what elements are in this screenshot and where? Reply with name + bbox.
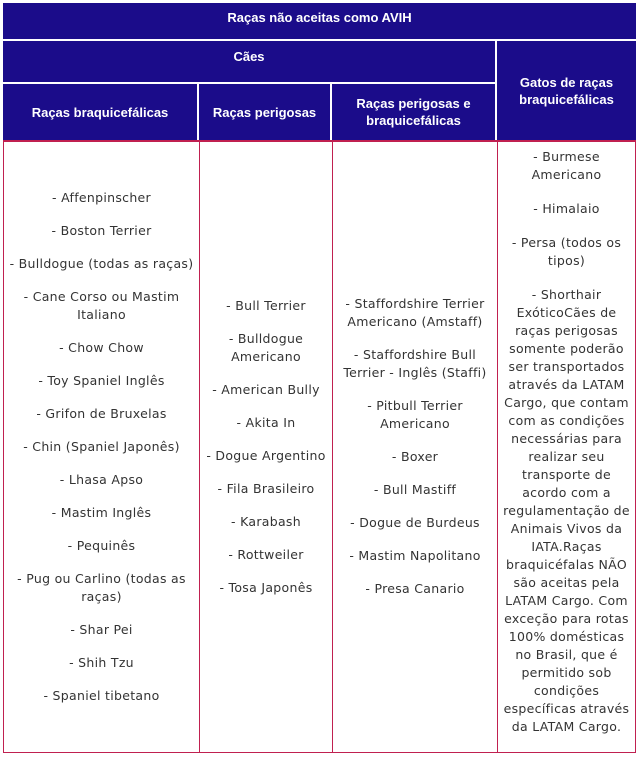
list-item: - Boston Terrier — [51, 222, 152, 238]
list-item: - Pug ou Carlino (todas as raças) — [17, 570, 186, 604]
header-dangerous-label: Raças perigosas — [212, 104, 317, 120]
list-item: - Himalaio — [533, 201, 600, 216]
list-item: - Lhasa Apso — [59, 471, 144, 487]
list-item: - Mastim Inglês — [51, 504, 152, 520]
list-item: - Staffordshire Terrier Americano (Amstaff) — [345, 296, 485, 329]
list-item: - Burmese Americano — [531, 149, 602, 182]
list-item: - Chow Chow — [59, 339, 144, 355]
list-item: - Rottweiler — [228, 546, 304, 562]
list-item: - Presa Canario — [365, 581, 465, 596]
header-dangerous-brachycephalic-label: Raças perigosas e braquicefálicas — [356, 96, 471, 128]
column-brachycephalic — [3, 140, 200, 753]
column-dangerous — [199, 140, 333, 753]
column-cats-list — [498, 142, 635, 752]
list-item: - Staffordshire Bull Terrier - Inglês (Staffi) — [343, 347, 487, 380]
list-item: - Fila Brasileiro — [217, 480, 315, 496]
list-item: - Cane Corso ou Mastim Italiano — [23, 288, 180, 322]
header-brachycephalic — [3, 84, 199, 140]
list-item: - Bulldogue Americano — [228, 330, 304, 364]
header-cats — [497, 41, 636, 140]
list-item: - Tosa Japonês — [219, 579, 313, 595]
column-dangerous-brachycephalic-list — [333, 142, 497, 752]
list-item: - Affenpinscher — [52, 189, 151, 205]
list-item: - Bulldogue (todas as raças) — [9, 255, 194, 271]
list-item: - Persa (todos os tipos) — [511, 235, 622, 268]
list-item: - Mastim Napolitano — [349, 548, 481, 563]
list-item: - Karabash — [231, 513, 301, 529]
table-title: Raças não aceitas como AVIH — [227, 10, 412, 25]
list-item: - Bull Mastiff — [373, 482, 457, 497]
group-header-dogs — [3, 41, 497, 84]
header-cats-label: Gatos de raças braquicefálicas — [519, 74, 614, 107]
breeds-table — [3, 3, 636, 753]
column-cats — [497, 140, 636, 753]
list-item: - Spaniel tibetano — [43, 687, 160, 703]
header-dangerous-brachycephalic — [332, 84, 497, 140]
header-brachycephalic-label: Raças braquicefálicas — [31, 104, 169, 120]
column-brachycephalic-list — [4, 142, 199, 752]
column-dangerous-list — [200, 142, 332, 752]
list-item: - Pequinês — [67, 537, 136, 553]
list-item: - Grifon de Bruxelas — [36, 405, 167, 421]
column-dangerous-brachycephalic — [332, 140, 498, 753]
list-item: - Dogue de Burdeus — [350, 515, 480, 530]
table-title-row — [3, 3, 636, 41]
list-item: - Dogue Argentino — [206, 447, 326, 463]
list-item: - Shorthair ExóticoCães de raças perigosas somente poderão ser transportados através da LATAM Cargo, que contam com as condições necessárias para realizar seu transporte de acordo com a regulamentação de Animais Vivos da IATA.Raças braquicéfalas NÃO são aceitas pela LATAM Cargo. Com exceção para rotas 100% domésticas no Brasil, que é permitido sob condições específicas através da LATAM Cargo. — [503, 287, 630, 734]
list-item: - Chin (Spaniel Japonês) — [23, 438, 180, 454]
list-item: - Boxer — [391, 449, 439, 464]
group-dogs-label: Cães — [233, 49, 265, 64]
list-item: - Bull Terrier — [226, 297, 306, 313]
header-dangerous — [199, 84, 332, 140]
list-item: - Shih Tzu — [69, 654, 134, 670]
list-item: - Pitbull Terrier Americano — [367, 398, 463, 431]
list-item: - American Bully — [212, 381, 320, 397]
list-item: - Toy Spaniel Inglês — [38, 372, 165, 388]
list-item: - Akita In — [236, 414, 296, 430]
list-item: - Shar Pei — [70, 621, 133, 637]
